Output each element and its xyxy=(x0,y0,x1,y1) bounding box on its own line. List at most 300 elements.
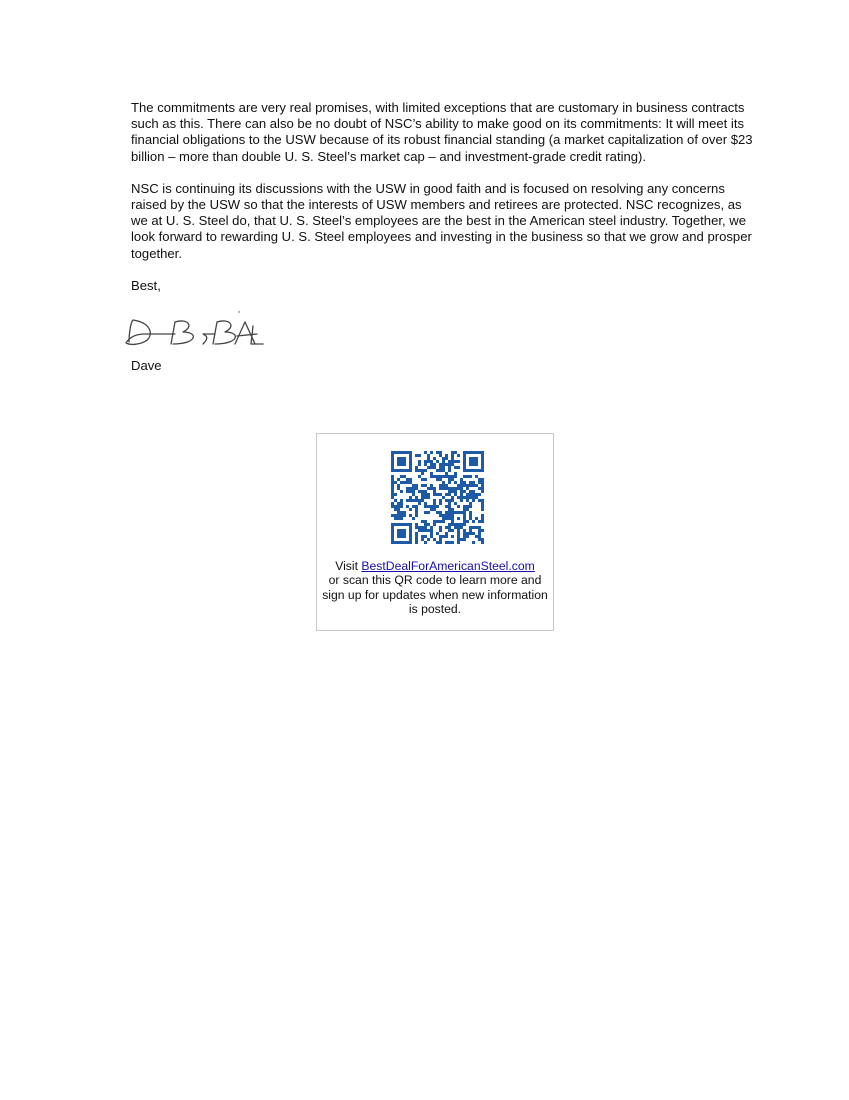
qr-module xyxy=(457,466,460,469)
closing-salutation: Best, xyxy=(131,277,161,293)
qr-module xyxy=(421,493,424,496)
qr-module xyxy=(463,454,466,457)
qr-module xyxy=(454,526,457,529)
qr-module xyxy=(436,532,439,535)
qr-module xyxy=(475,526,478,529)
qr-module xyxy=(451,490,454,493)
qr-module xyxy=(469,469,472,472)
qr-module xyxy=(481,454,484,457)
qr-module xyxy=(451,508,454,511)
qr-module xyxy=(397,523,400,526)
qr-module xyxy=(460,487,463,490)
qr-module xyxy=(412,487,415,490)
qr-module xyxy=(394,499,397,502)
qr-module xyxy=(463,514,466,517)
qr-module xyxy=(397,460,400,463)
website-link[interactable]: BestDealForAmericanSteel.com xyxy=(361,559,535,573)
qr-module xyxy=(391,526,394,529)
letter-body xyxy=(131,100,756,390)
qr-module xyxy=(430,505,433,508)
qr-module xyxy=(481,487,484,490)
qr-module xyxy=(421,469,424,472)
qr-module xyxy=(403,457,406,460)
qr-module xyxy=(415,535,418,538)
qr-module xyxy=(457,496,460,499)
qr-module xyxy=(394,493,397,496)
qr-module xyxy=(439,475,442,478)
qr-module xyxy=(451,457,454,460)
qr-module xyxy=(421,490,424,493)
qr-module xyxy=(430,463,433,466)
qr-module xyxy=(415,538,418,541)
qr-module xyxy=(409,487,412,490)
qr-module xyxy=(397,451,400,454)
qr-module xyxy=(478,538,481,541)
qr-module xyxy=(457,538,460,541)
qr-module xyxy=(478,535,481,538)
qr-module xyxy=(442,475,445,478)
qr-module xyxy=(460,499,463,502)
qr-module xyxy=(442,466,445,469)
qr-module xyxy=(394,523,397,526)
qr-module xyxy=(436,511,439,514)
qr-module xyxy=(391,514,394,517)
qr-module xyxy=(439,484,442,487)
qr-module xyxy=(469,529,472,532)
qr-module xyxy=(451,463,454,466)
qr-module xyxy=(427,505,430,508)
qr-module xyxy=(469,526,472,529)
qr-module xyxy=(445,493,448,496)
qr-module xyxy=(463,508,466,511)
qr-module xyxy=(394,469,397,472)
qr-module xyxy=(463,466,466,469)
qr-module xyxy=(400,457,403,460)
qr-module xyxy=(445,511,448,514)
qr-module xyxy=(409,454,412,457)
qr-module xyxy=(430,472,433,475)
qr-module xyxy=(391,532,394,535)
qr-module xyxy=(397,463,400,466)
qr-module xyxy=(463,463,466,466)
qr-module xyxy=(397,469,400,472)
qr-module xyxy=(457,526,460,529)
qr-module xyxy=(481,508,484,511)
qr-module xyxy=(469,517,472,520)
qr-module xyxy=(406,469,409,472)
qr-module xyxy=(424,526,427,529)
qr-module xyxy=(481,469,484,472)
qr-module xyxy=(421,496,424,499)
paragraph-discussions: NSC is continuing its discussions with the USW in good faith and is focused on resolving any concerns raised by the USW so that the interests of USW members and retirees are protected. NSC recognizes, as we at U. S. Steel do, that U. S. Steel’s employees are the best in the American steel industry. Together, we look forward to rewarding U. S. Steel employees and investing in the business so that we grow and prosper together. xyxy=(131,180,752,261)
qr-module xyxy=(454,523,457,526)
qr-module xyxy=(466,493,469,496)
qr-module xyxy=(451,496,454,499)
qr-module xyxy=(481,520,484,523)
qr-module xyxy=(418,475,421,478)
qr-module xyxy=(418,529,421,532)
qr-module xyxy=(439,526,442,529)
qr-module xyxy=(442,460,445,463)
qr-module xyxy=(472,463,475,466)
qr-module xyxy=(424,478,427,481)
qr-module xyxy=(433,523,436,526)
qr-module xyxy=(448,541,451,544)
qr-module xyxy=(472,499,475,502)
qr-module xyxy=(433,490,436,493)
qr-module xyxy=(391,484,394,487)
qr-module xyxy=(469,484,472,487)
qr-module xyxy=(421,526,424,529)
qr-module xyxy=(391,460,394,463)
qr-module xyxy=(436,493,439,496)
qr-module xyxy=(415,484,418,487)
qr-module xyxy=(478,532,481,535)
qr-module xyxy=(442,463,445,466)
qr-module xyxy=(391,523,394,526)
qr-module xyxy=(394,541,397,544)
qr-module xyxy=(445,454,448,457)
qr-module xyxy=(466,505,469,508)
qr-module xyxy=(391,535,394,538)
qr-panel xyxy=(316,433,554,631)
qr-module xyxy=(433,466,436,469)
qr-module xyxy=(472,457,475,460)
qr-module xyxy=(409,466,412,469)
qr-module xyxy=(478,499,481,502)
qr-module xyxy=(397,484,400,487)
qr-module xyxy=(427,496,430,499)
qr-module xyxy=(445,517,448,520)
qr-module xyxy=(478,451,481,454)
qr-module xyxy=(454,490,457,493)
qr-module xyxy=(403,469,406,472)
qr-module xyxy=(466,520,469,523)
qr-module xyxy=(469,463,472,466)
qr-module xyxy=(406,541,409,544)
qr-module xyxy=(421,538,424,541)
qr-module xyxy=(424,523,427,526)
qr-module xyxy=(427,538,430,541)
qr-module xyxy=(463,511,466,514)
qr-module xyxy=(391,538,394,541)
qr-module xyxy=(403,475,406,478)
qr-module xyxy=(475,493,478,496)
qr-module xyxy=(466,535,469,538)
qr-module xyxy=(439,511,442,514)
qr-module xyxy=(397,487,400,490)
qr-module xyxy=(460,481,463,484)
qr-module xyxy=(430,535,433,538)
qr-module xyxy=(448,463,451,466)
qr-module xyxy=(460,493,463,496)
qr-module xyxy=(448,529,451,532)
qr-module xyxy=(445,505,448,508)
qr-module xyxy=(427,454,430,457)
qr-module xyxy=(400,451,403,454)
qr-module xyxy=(454,481,457,484)
qr-module xyxy=(391,457,394,460)
qr-module xyxy=(403,463,406,466)
qr-module xyxy=(409,460,412,463)
qr-module xyxy=(406,523,409,526)
qr-module xyxy=(397,508,400,511)
qr-module xyxy=(418,526,421,529)
qr-module xyxy=(448,460,451,463)
qr-module xyxy=(409,490,412,493)
qr-module xyxy=(430,475,433,478)
qr-module xyxy=(445,541,448,544)
qr-module xyxy=(475,517,478,520)
qr-module xyxy=(394,517,397,520)
qr-module xyxy=(397,505,400,508)
qr-module xyxy=(412,517,415,520)
qr-module xyxy=(439,451,442,454)
qr-module xyxy=(454,460,457,463)
qr-module xyxy=(421,529,424,532)
qr-module xyxy=(406,451,409,454)
qr-module xyxy=(478,493,481,496)
qr-module xyxy=(415,523,418,526)
qr-module xyxy=(445,463,448,466)
paragraph-commitments: The commitments are very real promises, with limited exceptions that are customary in business contracts such as this. There can also be no doubt of NSC’s ability to make good on its commitments: It will meet its financial obligations to the USW because of its robust financial standing (a market capitalization of over $23 billion – more than double U. S. Steel’s market cap – and investment-grade credit rating). xyxy=(131,100,753,164)
qr-module xyxy=(391,466,394,469)
qr-module xyxy=(436,520,439,523)
qr-module xyxy=(391,502,394,505)
qr-module xyxy=(463,490,466,493)
qr-module xyxy=(451,499,454,502)
qr-module xyxy=(394,514,397,517)
qr-module xyxy=(439,469,442,472)
qr-module xyxy=(466,487,469,490)
qr-module xyxy=(430,451,433,454)
qr-module xyxy=(415,496,418,499)
qr-module xyxy=(442,484,445,487)
qr-module xyxy=(481,541,484,544)
qr-module xyxy=(415,514,418,517)
qr-module xyxy=(472,469,475,472)
qr-module xyxy=(424,451,427,454)
qr-module xyxy=(466,508,469,511)
qr-module xyxy=(415,508,418,511)
qr-module xyxy=(427,487,430,490)
qr-module xyxy=(472,493,475,496)
qr-module xyxy=(433,505,436,508)
qr-module xyxy=(427,529,430,532)
qr-module xyxy=(424,484,427,487)
qr-module xyxy=(439,487,442,490)
qr-module xyxy=(403,511,406,514)
qr-module xyxy=(409,481,412,484)
qr-module xyxy=(463,532,466,535)
qr-module xyxy=(400,541,403,544)
qr-module xyxy=(478,481,481,484)
qr-module xyxy=(454,511,457,514)
qr-module xyxy=(409,514,412,517)
qr-module xyxy=(391,481,394,484)
qr-module xyxy=(397,532,400,535)
qr-module xyxy=(442,487,445,490)
qr-module xyxy=(460,484,463,487)
qr-module xyxy=(400,532,403,535)
qr-module xyxy=(415,466,418,469)
qr-module xyxy=(400,499,403,502)
qr-module xyxy=(457,454,460,457)
qr-module xyxy=(469,505,472,508)
qr-module xyxy=(463,538,466,541)
qr-module xyxy=(475,451,478,454)
qr-module xyxy=(424,541,427,544)
qr-module xyxy=(457,532,460,535)
qr-module xyxy=(481,484,484,487)
qr-module xyxy=(448,481,451,484)
qr-module xyxy=(430,508,433,511)
qr-module xyxy=(478,487,481,490)
qr-module xyxy=(445,484,448,487)
qr-module xyxy=(391,493,394,496)
qr-module xyxy=(454,487,457,490)
qr-module xyxy=(448,505,451,508)
qr-module xyxy=(442,517,445,520)
qr-module xyxy=(466,484,469,487)
qr-module xyxy=(406,481,409,484)
qr-module xyxy=(409,508,412,511)
qr-module xyxy=(433,499,436,502)
qr-module xyxy=(439,502,442,505)
qr-module xyxy=(433,520,436,523)
qr-module xyxy=(469,511,472,514)
qr-module xyxy=(400,463,403,466)
qr-module xyxy=(415,469,418,472)
qr-module xyxy=(433,487,436,490)
qr-module xyxy=(472,460,475,463)
qr-module xyxy=(481,481,484,484)
qr-module xyxy=(430,484,433,487)
qr-module xyxy=(451,517,454,520)
qr-module xyxy=(460,523,463,526)
qr-module xyxy=(403,523,406,526)
qr-module xyxy=(445,526,448,529)
qr-module xyxy=(472,532,475,535)
qr-module xyxy=(445,475,448,478)
qr-module xyxy=(466,532,469,535)
qr-module xyxy=(448,478,451,481)
qr-module xyxy=(439,493,442,496)
qr-module xyxy=(481,451,484,454)
qr-module xyxy=(466,451,469,454)
qr-module xyxy=(463,523,466,526)
qr-module xyxy=(472,526,475,529)
qr-module xyxy=(409,499,412,502)
qr-module xyxy=(442,514,445,517)
qr-module xyxy=(481,457,484,460)
qr-module xyxy=(415,499,418,502)
qr-module xyxy=(472,541,475,544)
qr-module xyxy=(424,493,427,496)
qr-module xyxy=(451,487,454,490)
qr-module xyxy=(427,457,430,460)
qr-module xyxy=(466,475,469,478)
qr-module xyxy=(415,487,418,490)
qr-module xyxy=(448,502,451,505)
qr-module xyxy=(481,538,484,541)
qr-module xyxy=(472,481,475,484)
qr-module xyxy=(448,523,451,526)
qr-module xyxy=(451,475,454,478)
qr-module xyxy=(409,451,412,454)
qr-module xyxy=(451,511,454,514)
qr-module xyxy=(406,505,409,508)
qr-module xyxy=(397,457,400,460)
qr-module xyxy=(439,478,442,481)
qr-module xyxy=(397,517,400,520)
qr-module xyxy=(391,478,394,481)
qr-module xyxy=(475,535,478,538)
qr-module xyxy=(418,463,421,466)
qr-module xyxy=(469,532,472,535)
qr-code-icon[interactable] xyxy=(391,451,485,545)
qr-module xyxy=(460,511,463,514)
qr-module xyxy=(424,529,427,532)
qr-module xyxy=(391,469,394,472)
qr-module xyxy=(448,511,451,514)
qr-module xyxy=(481,502,484,505)
qr-module xyxy=(433,493,436,496)
qr-module xyxy=(451,523,454,526)
qr-module xyxy=(418,490,421,493)
qr-module xyxy=(403,514,406,517)
qr-module xyxy=(394,481,397,484)
qr-module xyxy=(427,511,430,514)
qr-module xyxy=(463,460,466,463)
qr-module xyxy=(430,466,433,469)
qr-module xyxy=(424,520,427,523)
qr-module xyxy=(475,496,478,499)
qr-module xyxy=(424,511,427,514)
qr-module xyxy=(451,541,454,544)
qr-module xyxy=(475,484,478,487)
qr-module xyxy=(448,487,451,490)
qr-module xyxy=(442,520,445,523)
qr-module xyxy=(472,520,475,523)
qr-module xyxy=(463,517,466,520)
qr-module xyxy=(400,514,403,517)
qr-module xyxy=(421,535,424,538)
qr-module xyxy=(424,535,427,538)
qr-module xyxy=(457,541,460,544)
qr-module xyxy=(481,466,484,469)
qr-module xyxy=(451,478,454,481)
qr-module xyxy=(394,508,397,511)
qr-module xyxy=(439,463,442,466)
qr-module xyxy=(439,535,442,538)
qr-module xyxy=(400,517,403,520)
qr-module xyxy=(481,490,484,493)
qr-module xyxy=(391,451,394,454)
qr-module xyxy=(448,499,451,502)
qr-module xyxy=(457,517,460,520)
qr-module xyxy=(400,490,403,493)
qr-module xyxy=(469,457,472,460)
qr-caption xyxy=(317,559,553,617)
qr-module xyxy=(460,490,463,493)
qr-module xyxy=(478,469,481,472)
qr-module xyxy=(478,529,481,532)
qr-module xyxy=(412,484,415,487)
qr-module xyxy=(448,493,451,496)
qr-module xyxy=(439,520,442,523)
qr-module xyxy=(391,463,394,466)
